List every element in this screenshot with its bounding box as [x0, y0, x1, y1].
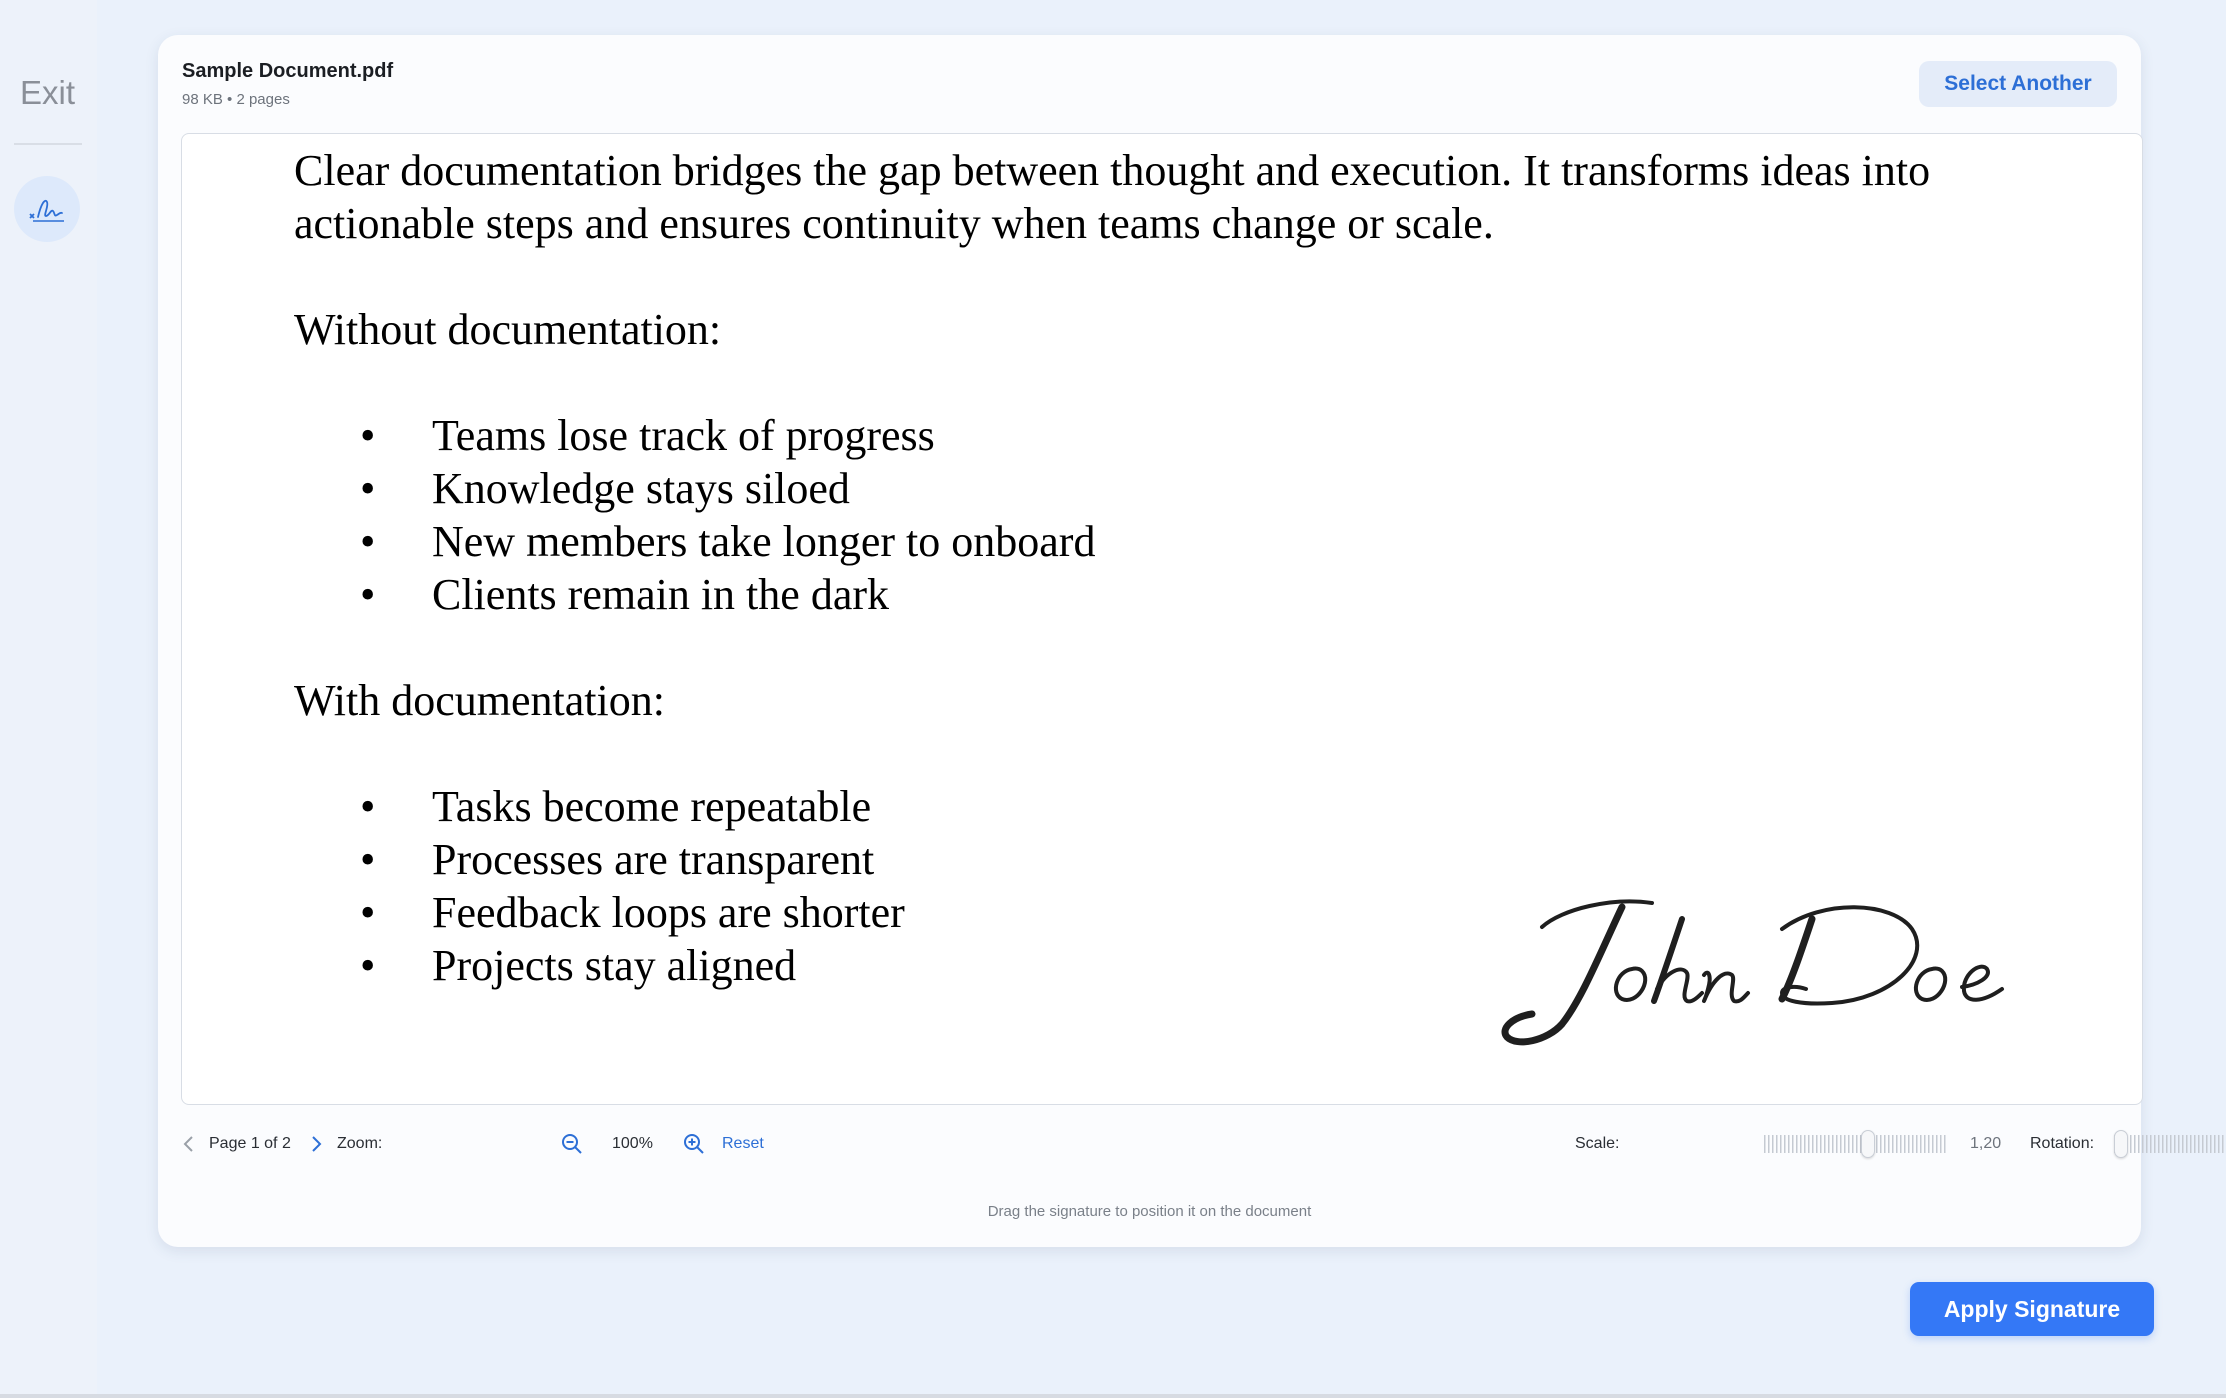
without-list	[294, 409, 2094, 621]
next-page-button[interactable]	[309, 1124, 323, 1164]
zoom-out-button[interactable]	[561, 1124, 583, 1164]
signature-icon	[27, 192, 67, 226]
list-item: • Processes are transparent	[294, 833, 2094, 886]
document-text	[294, 144, 2094, 992]
left-rail	[0, 0, 97, 1398]
list-item: • Clients remain in the dark	[294, 568, 2094, 621]
select-another-button[interactable]: Select Another	[1919, 61, 2117, 107]
document-page	[181, 133, 2143, 1105]
signature-image[interactable]	[1482, 889, 2042, 1049]
rotation-label: Rotation:	[2030, 1135, 2095, 1152]
with-heading: With documentation:	[294, 676, 665, 725]
file-name: Sample Document.pdf	[182, 60, 394, 82]
apply-signature-button[interactable]: Apply Signature	[1910, 1282, 2154, 1336]
chevron-left-icon	[182, 1134, 196, 1154]
list-item: • New members take longer to onboard	[294, 515, 2094, 568]
rail-divider	[14, 143, 82, 145]
zoom-out-icon	[561, 1133, 583, 1155]
list-item: • Feedback loops are shorter	[294, 886, 2094, 939]
zoom-value: 100%	[612, 1135, 653, 1152]
zoom-in-button[interactable]	[683, 1124, 705, 1164]
rotation-slider-thumb[interactable]	[2114, 1130, 2128, 1158]
scale-slider[interactable]	[1764, 1135, 1946, 1153]
list-item: • Projects stay aligned	[294, 939, 2094, 992]
intro-paragraph: Clear documentation bridges the gap between thought and execution. It transforms ideas into actionable steps and ensures continuity when teams change or scale.	[294, 146, 1931, 248]
scale-label: Scale:	[1575, 1135, 1620, 1152]
exit-button[interactable]: Exit	[20, 74, 76, 111]
scale-value: 1,20	[1970, 1135, 2002, 1152]
document-toolbar	[182, 1124, 2144, 1164]
list-item: • Tasks become repeatable	[294, 780, 2094, 833]
document-panel	[158, 35, 2141, 1247]
list-item: • Teams lose track of progress	[294, 409, 2094, 462]
without-heading: Without documentation:	[294, 305, 722, 354]
chevron-right-icon	[309, 1134, 323, 1154]
zoom-reset-link[interactable]: Reset	[722, 1135, 764, 1152]
list-item: • Knowledge stays siloed	[294, 462, 2094, 515]
rotation-slider[interactable]	[2114, 1135, 2226, 1153]
window-bottom-edge	[0, 1394, 2226, 1398]
file-meta: 98 KB • 2 pages	[182, 91, 290, 108]
scale-slider-thumb[interactable]	[1861, 1130, 1875, 1158]
prev-page-button[interactable]	[182, 1124, 196, 1164]
zoom-label: Zoom:	[337, 1135, 383, 1152]
signature-tool-button[interactable]	[14, 176, 80, 242]
zoom-in-icon	[683, 1133, 705, 1155]
drag-hint: Drag the signature to position it on the document	[987, 1203, 1312, 1220]
page-indicator: Page 1 of 2	[209, 1135, 291, 1152]
